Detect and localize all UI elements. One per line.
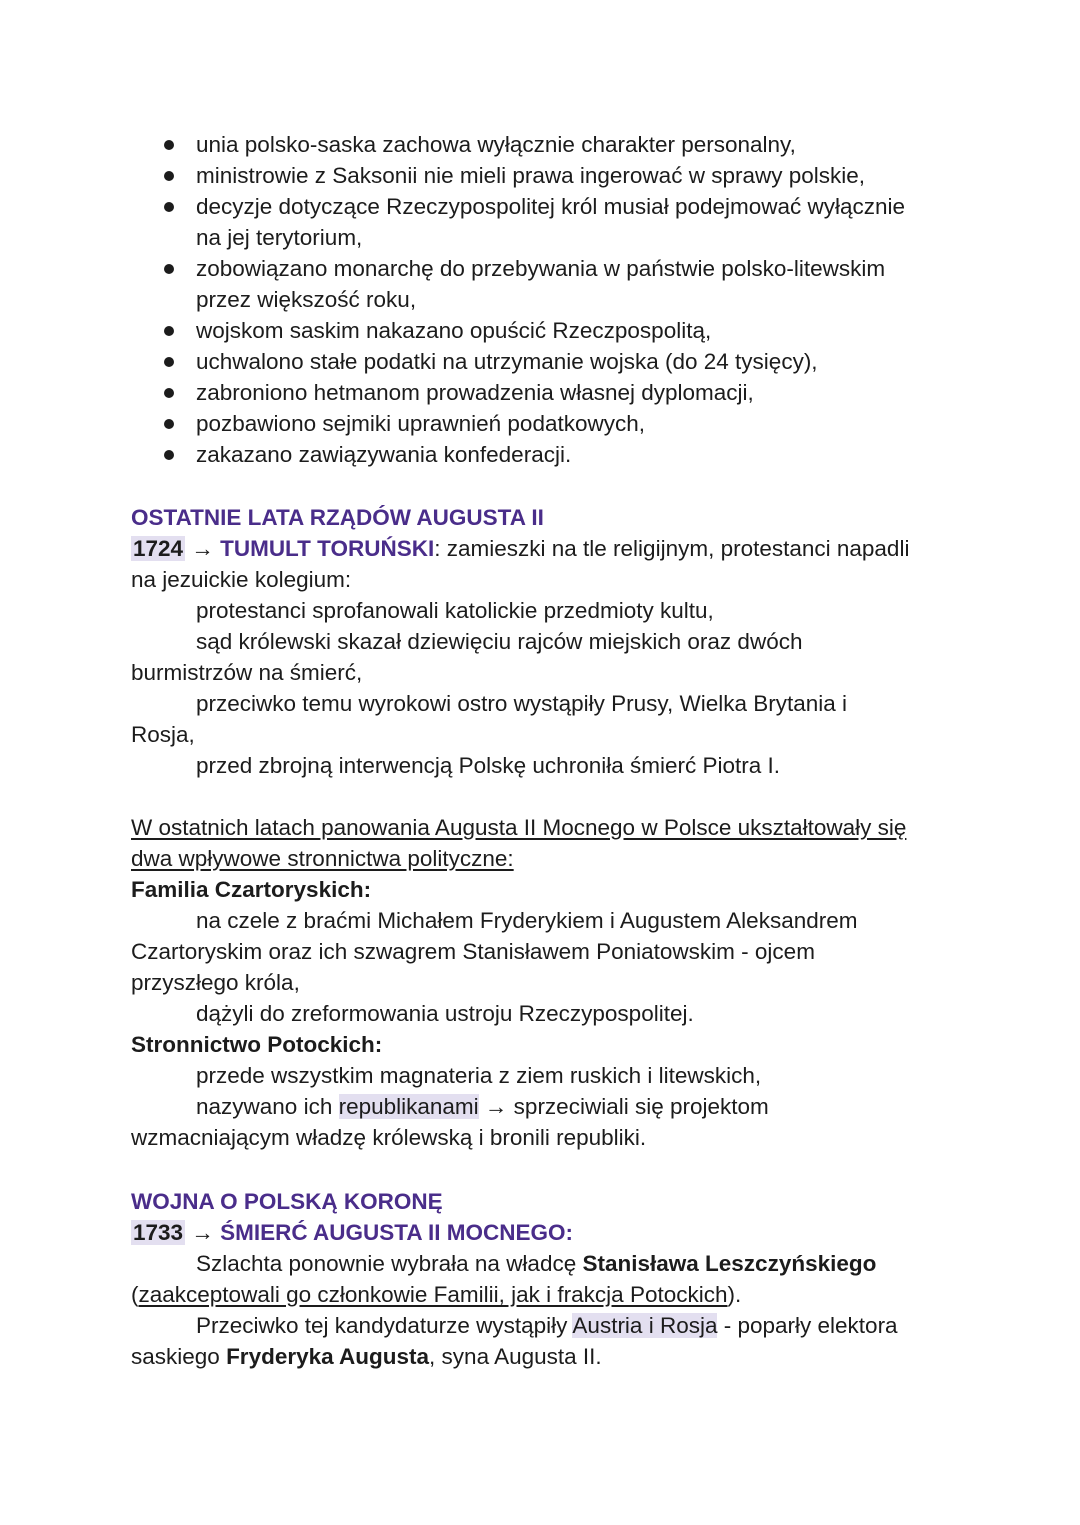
bullet-dot-icon — [164, 419, 174, 429]
bullet-dot-icon — [164, 140, 174, 150]
bullet-dot-icon — [164, 171, 174, 181]
arrow: → — [185, 536, 221, 561]
section-heading: OSTATNIE LATA RZĄDÓW AUGUSTA II — [131, 505, 544, 530]
list-item: pozbawiono sejmiki uprawnień podatkowych, — [196, 411, 646, 436]
arrow: → — [185, 1220, 221, 1245]
faction-title: Familia Czartoryskich: — [131, 877, 372, 902]
bullet-dot-icon — [164, 202, 174, 212]
bullet-dot-icon — [164, 388, 174, 398]
paragraph-line: przeciwko temu wyrokowi ostro wystąpiły Prusy, Wielka Brytania i — [196, 691, 848, 716]
highlighted-term: republikanami — [338, 1094, 479, 1119]
paragraph-line: protestanci sprofanowali katolickie przedmioty kultu, — [196, 598, 714, 623]
list-item: zobowiązano monarchę do przebywania w państwie polsko-litewskim — [196, 256, 886, 281]
faction-title: Stronnictwo Potockich: — [131, 1032, 383, 1057]
list-item: uchwalono stałe podatki na utrzymanie wojska (do 24 tysięcy), — [196, 349, 818, 374]
text-span: ( — [131, 1282, 139, 1307]
list-item-continuation: na jej terytorium, — [196, 225, 363, 250]
event-description: : zamieszki na tle religijnym, protestanci napadli — [434, 536, 910, 561]
paragraph-line — [196, 1310, 898, 1341]
paragraph-line: przed zbrojną interwencją Polskę uchroniła śmierć Piotra I. — [196, 753, 781, 778]
paragraph-line: sąd królewski skazał dziewięciu rajców miejskich oraz dwóch — [196, 629, 803, 654]
text-span: Szlachta ponownie wybrała na władcę — [196, 1251, 583, 1276]
list-item: zabroniono hetmanom prowadzenia własnej dyplomacji, — [196, 380, 754, 405]
event-line — [131, 1217, 573, 1248]
text-span: , syna Augusta II. — [429, 1344, 602, 1369]
paragraph-line: przede wszystkim magnateria z ziem ruskich i litewskich, — [196, 1063, 762, 1088]
paragraph-line — [196, 1248, 876, 1279]
text-span: ). — [727, 1282, 742, 1307]
underlined-intro: W ostatnich latach panowania Augusta II Mocnego w Polsce ukształtowały się — [131, 815, 907, 840]
underlined-intro: dwa wpływowe stronnictwa polityczne: — [131, 846, 514, 871]
underlined-text: zaakceptowali go członkowie Familii, jak i frakcja Potockich — [138, 1282, 728, 1307]
event-title: TUMULT TORUŃSKI — [220, 536, 435, 561]
list-item-continuation: przez większość roku, — [196, 287, 417, 312]
text-span: - poparły elektora — [717, 1313, 898, 1338]
list-item: decyzje dotyczące Rzeczypospolitej król musiał podejmować wyłącznie — [196, 194, 906, 219]
bold-name: Fryderyka Augusta — [226, 1344, 430, 1369]
event-line — [131, 533, 909, 564]
list-item: ministrowie z Saksonii nie mieli prawa ingerować w sprawy polskie, — [196, 163, 866, 188]
paragraph-line: przyszłego króla, — [131, 970, 300, 995]
paragraph-line — [131, 1279, 741, 1310]
paragraph-line: burmistrzów na śmierć, — [131, 660, 363, 685]
bullet-dot-icon — [164, 326, 174, 336]
paragraph-line: dążyli do zreformowania ustroju Rzeczypospolitej. — [196, 1001, 694, 1026]
text-span: Przeciwko tej kandydaturze wystąpiły — [196, 1313, 573, 1338]
bullet-dot-icon — [164, 450, 174, 460]
text-span: nazywano ich — [196, 1094, 339, 1119]
paragraph-line: na czele z braćmi Michałem Fryderykiem i Augustem Aleksandrem — [196, 908, 858, 933]
text-span: → sprzeciwiali się projektom — [478, 1094, 769, 1119]
bold-name: Stanisława Leszczyńskiego — [582, 1251, 877, 1276]
highlighted-term: Austria i Rosja — [572, 1313, 718, 1338]
paragraph-line — [131, 1341, 602, 1372]
paragraph-line: Czartoryskim oraz ich szwagrem Stanisławem Poniatowskim - ojcem — [131, 939, 815, 964]
year-badge: 1724 — [133, 536, 184, 561]
paragraph-line: na jezuickie kolegium: — [131, 567, 352, 592]
section-heading: WOJNA O POLSKĄ KORONĘ — [131, 1189, 443, 1214]
paragraph-line: Rosja, — [131, 722, 195, 747]
list-item: wojskom saskim nakazano opuścić Rzeczpospolitą, — [196, 318, 712, 343]
paragraph-line: wzmacniającym władzę królewską i bronili republiki. — [131, 1125, 647, 1150]
event-title: ŚMIERĆ AUGUSTA II MOCNEGO: — [220, 1220, 573, 1245]
list-item: zakazano zawiązywania konfederacji. — [196, 442, 572, 467]
text-span: saskiego — [131, 1344, 227, 1369]
bullet-dot-icon — [164, 357, 174, 367]
year-badge: 1733 — [133, 1220, 184, 1245]
bullet-dot-icon — [164, 264, 174, 274]
list-item: unia polsko-saska zachowa wyłącznie charakter personalny, — [196, 132, 796, 157]
paragraph-line — [196, 1091, 769, 1122]
